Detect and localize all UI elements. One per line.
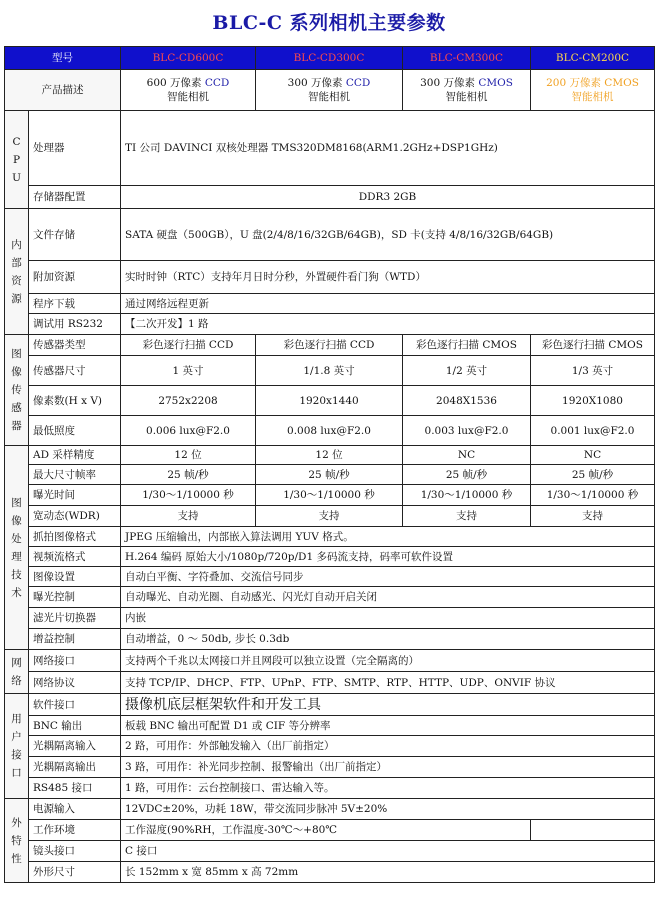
row-value: 彩色逐行扫描 CCD [121, 335, 256, 356]
row-label: 网络接口 [29, 650, 121, 672]
table-row [5, 261, 655, 294]
table-row [5, 757, 655, 778]
table-row [5, 694, 655, 716]
category-user: 用户接口 [5, 694, 29, 799]
row-value: 25 帧/秒 [121, 465, 256, 485]
row-label: RS485 接口 [29, 778, 121, 799]
row-value: JPEG 压缩输出，内部嵌入算法调用 YUV 格式。 [121, 527, 655, 547]
category-physical: 外特性 [5, 799, 29, 883]
row-value: 1920x1440 [256, 386, 403, 416]
row-value: C 接口 [121, 841, 655, 862]
row-value: 工作湿度(90%RH，工作温度-30℃～+80℃ [121, 820, 531, 841]
table-row [5, 672, 655, 694]
row-value: 1920X1080 [531, 386, 655, 416]
model-header-label: 型号 [5, 47, 121, 70]
row-value: 1/2 英寸 [403, 356, 531, 386]
row-label: 光耦隔离输入 [29, 736, 121, 757]
row-value: 支持 [403, 506, 531, 527]
row-value: 25 帧/秒 [531, 465, 655, 485]
category-internal: 内部资源 [5, 209, 29, 335]
table-row [5, 547, 655, 567]
model-cm300c: BLC-CM300C [403, 47, 531, 70]
row-value: 1 英寸 [121, 356, 256, 386]
table-row [5, 111, 655, 186]
row-label: 滤光片切换器 [29, 608, 121, 629]
table-row [5, 186, 655, 209]
row-label: 电源输入 [29, 799, 121, 820]
row-label: 传感器尺寸 [29, 356, 121, 386]
row-value: 彩色逐行扫描 CMOS [403, 335, 531, 356]
row-value: 1/1.8 英寸 [256, 356, 403, 386]
row-value: NC [531, 446, 655, 465]
row-value: DDR3 2GB [121, 186, 655, 209]
row-value: 2752x2208 [121, 386, 256, 416]
table-row [5, 356, 655, 386]
row-label: 光耦隔离输出 [29, 757, 121, 778]
row-value: 25 帧/秒 [403, 465, 531, 485]
row-value: 1/3 英寸 [531, 356, 655, 386]
row-value: H.264 编码 原始大小/1080p/720p/D1 多码流支持，码率可软件设置 [121, 547, 655, 567]
table-row [5, 716, 655, 736]
row-label: 附加资源 [29, 261, 121, 294]
table-row [5, 862, 655, 883]
row-value: SATA 硬盘（500GB），U 盘(2/4/8/16/32GB/64GB)，SD 卡(支持 4/8/16/32GB/64GB) [121, 209, 655, 261]
row-value: 12 位 [256, 446, 403, 465]
desc-row [5, 70, 655, 111]
row-label: 处理器 [29, 111, 121, 186]
row-value: 自动增益，0 ～ 50db, 步长 0.3db [121, 629, 655, 650]
row-value: 通过网络远程更新 [121, 294, 655, 314]
table-row [5, 465, 655, 485]
table-row [5, 650, 655, 672]
row-value: 支持两个千兆以太网接口并且网段可以独立设置（完全隔离的） [121, 650, 655, 672]
table-row [5, 778, 655, 799]
category-sensor: 图像传感器 [5, 335, 29, 446]
row-label: 外形尺寸 [29, 862, 121, 883]
model-cd600c: BLC-CD600C [121, 47, 256, 70]
row-label: 图像设置 [29, 567, 121, 587]
row-value: 2048X1536 [403, 386, 531, 416]
row-label: 增益控制 [29, 629, 121, 650]
row-value: 0.001 lux@F2.0 [531, 416, 655, 446]
table-row [5, 506, 655, 527]
row-value: NC [403, 446, 531, 465]
row-label: 镜头接口 [29, 841, 121, 862]
row-value: 支持 [121, 506, 256, 527]
row-value: 自动曝光、自动光圈、自动感光、闪光灯自动开启关闭 [121, 587, 655, 608]
category-cpu: CPU [5, 111, 29, 209]
desc-cell: 300 万像素 CMOS 智能相机 [403, 70, 531, 111]
table-row [5, 335, 655, 356]
model-cm200c: BLC-CM200C [531, 47, 655, 70]
row-value: 摄像机底层框架软件和开发工具 [121, 694, 655, 716]
row-label: 宽动态(WDR) [29, 506, 121, 527]
row-value: 3 路，可用作：补光同步控制、报警输出（出厂前指定） [121, 757, 655, 778]
row-value: 实时时钟（RTC）支持年月日时分秒，外置硬件看门狗（WTD） [121, 261, 655, 294]
desc-label: 产品描述 [5, 70, 121, 111]
row-label: 调试用 RS232 [29, 314, 121, 335]
row-value: 彩色逐行扫描 CCD [256, 335, 403, 356]
row-value: TI 公司 DAVINCI 双核处理器 TMS320DM8168(ARM1.2GHz+DSP1GHz) [121, 111, 655, 186]
table-row [5, 567, 655, 587]
row-label: AD 采样精度 [29, 446, 121, 465]
row-label: 网络协议 [29, 672, 121, 694]
table-row [5, 314, 655, 335]
row-value: 12VDC±20%，功耗 18W，带交流同步脉冲 5V±20% [121, 799, 655, 820]
desc-cell: 300 万像素 CCD 智能相机 [256, 70, 403, 111]
desc-cell: 200 万像素 CMOS 智能相机 [531, 70, 655, 111]
table-row [5, 527, 655, 547]
row-label: BNC 输出 [29, 716, 121, 736]
row-value: 【二次开发】1 路 [121, 314, 655, 335]
table-row [5, 416, 655, 446]
empty-cell [531, 820, 655, 841]
row-value: 1/30～1/10000 秒 [531, 485, 655, 506]
row-value: 内嵌 [121, 608, 655, 629]
table-row [5, 587, 655, 608]
desc-cell: 600 万像素 CCD 智能相机 [121, 70, 256, 111]
row-value: 1/30～1/10000 秒 [256, 485, 403, 506]
row-label: 曝光时间 [29, 485, 121, 506]
model-cd300c: BLC-CD300C [256, 47, 403, 70]
table-row [5, 841, 655, 862]
row-value: 彩色逐行扫描 CMOS [531, 335, 655, 356]
row-label: 视频流格式 [29, 547, 121, 567]
row-value: 1 路，可用作：云台控制接口、雷达输入等。 [121, 778, 655, 799]
table-row [5, 629, 655, 650]
table-row [5, 209, 655, 261]
row-value: 支持 [256, 506, 403, 527]
row-label: 文件存储 [29, 209, 121, 261]
row-label: 像素数(H x V) [29, 386, 121, 416]
row-label: 存储器配置 [29, 186, 121, 209]
table-row [5, 736, 655, 757]
row-value: 板载 BNC 输出可配置 D1 或 CIF 等分辨率 [121, 716, 655, 736]
table-row [5, 386, 655, 416]
row-label: 最低照度 [29, 416, 121, 446]
row-value: 0.008 lux@F2.0 [256, 416, 403, 446]
row-value: 25 帧/秒 [256, 465, 403, 485]
row-label: 最大尺寸帧率 [29, 465, 121, 485]
table-row [5, 608, 655, 629]
row-label: 传感器类型 [29, 335, 121, 356]
category-processing: 图像处理技术 [5, 446, 29, 650]
row-value: 1/30～1/10000 秒 [121, 485, 256, 506]
table-row [5, 446, 655, 465]
row-value: 长 152mm x 宽 85mm x 高 72mm [121, 862, 655, 883]
row-value: 0.006 lux@F2.0 [121, 416, 256, 446]
table-row [5, 485, 655, 506]
row-value: 自动白平衡、字符叠加、交流信号同步 [121, 567, 655, 587]
row-value: 12 位 [121, 446, 256, 465]
row-label: 抓拍图像格式 [29, 527, 121, 547]
row-value: 支持 TCP/IP、DHCP、FTP、UPnP、FTP、SMTP、RTP、HTTP、UDP、ONVIF 协议 [121, 672, 655, 694]
table-row [5, 820, 655, 841]
row-label: 程序下载 [29, 294, 121, 314]
row-value: 支持 [531, 506, 655, 527]
model-header-row [5, 47, 655, 70]
table-row [5, 294, 655, 314]
spec-table [4, 46, 655, 883]
row-label: 软件接口 [29, 694, 121, 716]
row-label: 工作环境 [29, 820, 121, 841]
row-value: 1/30～1/10000 秒 [403, 485, 531, 506]
row-label: 曝光控制 [29, 587, 121, 608]
table-row [5, 799, 655, 820]
category-network: 网络 [5, 650, 29, 694]
row-value: 2 路，可用作：外部触发输入（出厂前指定） [121, 736, 655, 757]
page-title: BLC-C 系列相机主要参数 [212, 12, 446, 34]
row-value: 0.003 lux@F2.0 [403, 416, 531, 446]
